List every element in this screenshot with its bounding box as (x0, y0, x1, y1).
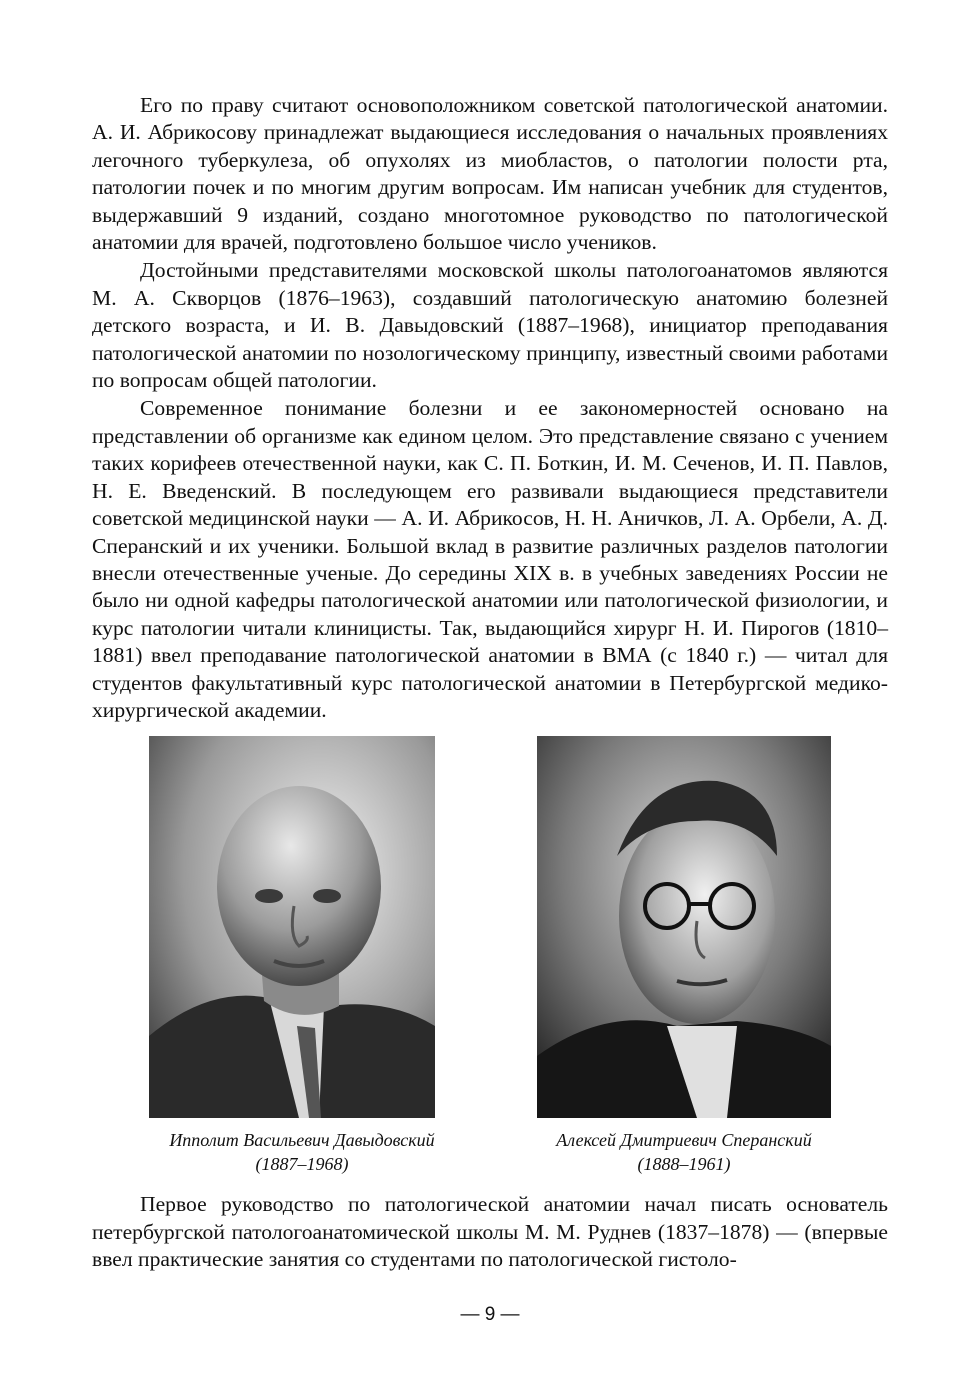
figure-davydovsky (149, 736, 435, 1176)
portraits-row (92, 736, 888, 1191)
page-body (92, 92, 888, 1275)
page-number: — 9 — (460, 1304, 520, 1325)
caption-years: (1887–1968) (255, 1154, 349, 1175)
portrait-photo-davydovsky (149, 736, 435, 1118)
figure-speransky (537, 736, 831, 1176)
caption-name: Алексей Дмитриевич Сперанский (556, 1130, 812, 1151)
paragraph-moscow-school: Достойными представителями московской школы патологоанатомов являются М. А. Скворцов (1876–1963), создавший патологическую анатомию болезней детского возраста, и И. В. Давыдовский (1887–1968), инициатор преподавания патологической анатомии по нозологическому принципу, известный своими работами по вопросам общей патологии. (92, 258, 888, 393)
paragraph-abrikosov: Его по праву считают основоположником советской патологической анатомии. А. И. Абрикосову принадлежат выдающиеся исследования о начальных проявлениях легочного туберкулеза, об опухолях из миобластов, о патологии полости рта, патологии почек и по многим другим вопросам. Им написан учебник для студентов, выдержавший 9 изданий, создано многотомное руководство по патологической анатомии для врачей, подготовлено большое число учеников. (92, 93, 888, 255)
paragraph-rudnev: Первое руководство по патологической анатомии начал писать основатель петербургской патологоанатомической школы М. М. Руднев (1837–1878) — (впервые ввел практические занятия со студентами по патологической гистоло- (92, 1192, 888, 1272)
portrait-photo-speransky (537, 736, 831, 1118)
caption-davydovsky (139, 1128, 465, 1176)
paragraph-modern-understanding: Современное понимание болезни и ее закономерностей основано на представлении об организме как едином целом. Это представление связано с учением таких корифеев отечественной науки, как С. П. Боткин, И. М. Сеченов, И. П. Павлов, Н. Е. Введенский. В последующем его развивали выдающиеся представители советской медицинской науки — А. И. Абрикосов, Н. Н. Аничков, Л. А. Орбели, А. Д. Сперанский и их ученики. Большой вклад в развитие различных разделов патологии внесли отечественные ученые. До середины XIX в. в учебных заведениях России не было ни одной кафедры патологической анатомии или патологической физиологии, и курс патологии читали клиницисты. Так, выдающийся хирург Н. И. Пирогов (1810–1881) ввел преподавание патологической анатомии в ВМА (с 1840 г.) — читал для студентов факультативный курс патологической анатомии в Петербургской медико-хирургической академии. (92, 396, 888, 722)
caption-years: (1888–1961) (637, 1154, 731, 1175)
caption-speransky (527, 1128, 841, 1176)
caption-name: Ипполит Васильевич Давыдовский (169, 1130, 435, 1151)
